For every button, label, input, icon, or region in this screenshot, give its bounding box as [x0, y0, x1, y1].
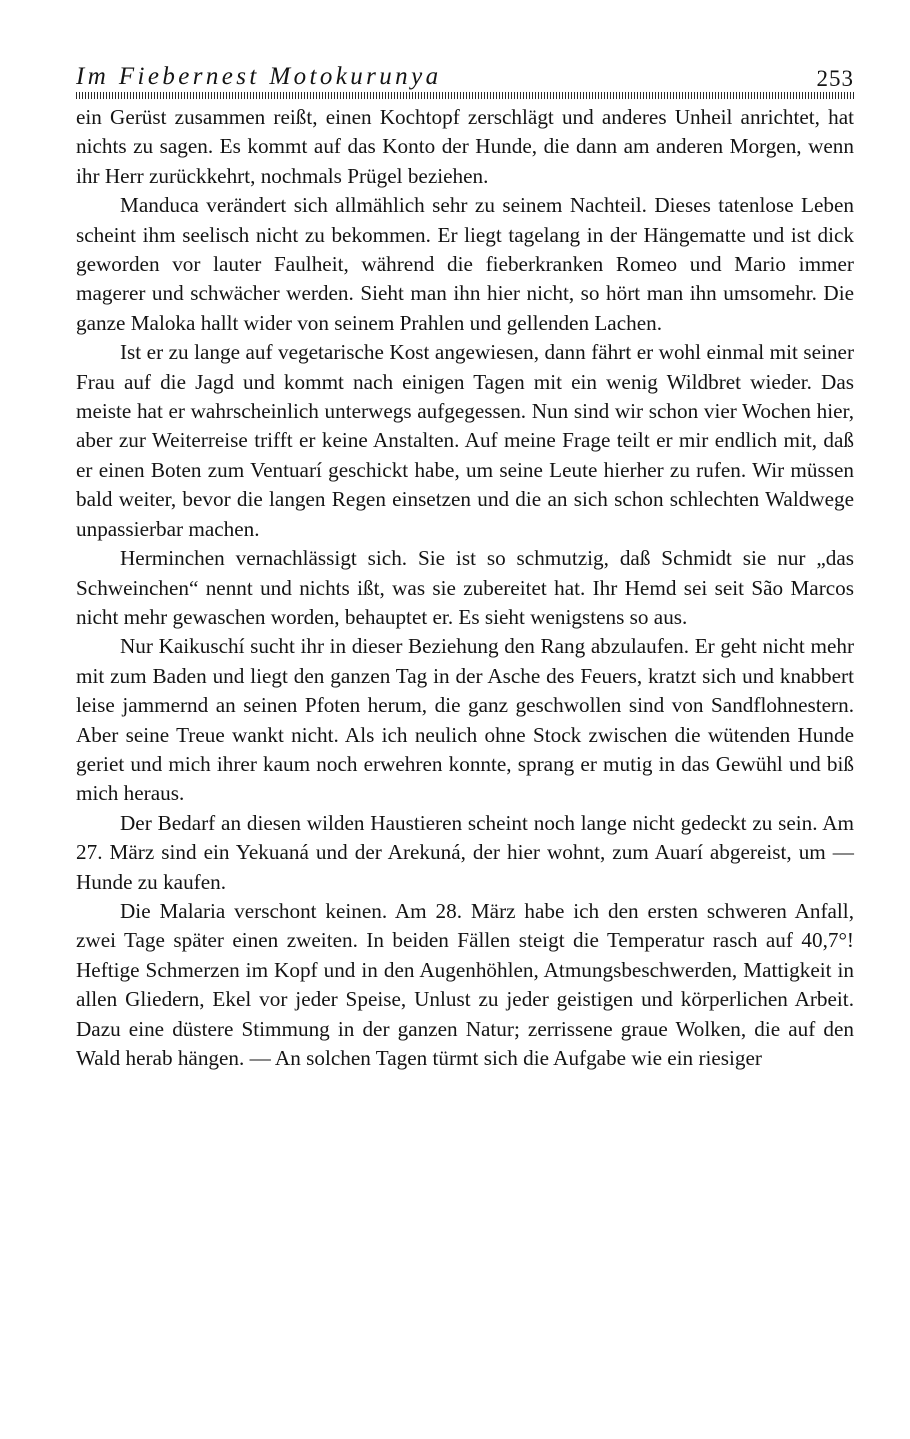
- page-number: 253: [816, 66, 854, 91]
- header-rule: [76, 92, 854, 99]
- paragraph-2: Manduca verändert sich allmählich sehr zu seinem Nachteil. Dieses tatenlose Leben scheint ihm seelisch nicht zu bekommen. Er liegt tagelang in der Hängematte und ist dick geworden vor lauter Faulheit, während die fieberkranken Romeo und Mario immer magerer und schwächer werden. Sieht man ihn hier nicht, so hört man ihn umsomehr. Die ganze Maloka hallt wider von seinem Prahlen und gellenden Lachen.: [76, 193, 854, 335]
- paragraph-6: Der Bedarf an diesen wilden Haustieren scheint noch lange nicht gedeckt zu sein. Am 27. März sind ein Yekuaná und der Arekuná, der hier wohnt, zum Auarí abgereist, um — Hunde zu kaufen.: [76, 810, 854, 894]
- paragraph-7: Die Malaria verschont keinen. Am 28. März habe ich den ersten schweren Anfall, zwei Tage später einen zweiten. In beiden Fällen steigt die Temperatur rasch auf 40,7°! Heftige Schmerzen im Kopf und in den Augenhöhlen, Atmungsbeschwerden, Mattigkeit in allen Gliedern, Ekel vor jeder Speise, Unlust zu jeder geistigen und körperlichen Arbeit. Dazu eine düstere Stimmung in der ganzen Natur; zerrissene graue Wolken, die auf den Wald herab hängen. — An solchen Tagen türmt sich die Aufgabe wie ein riesiger: [76, 898, 854, 1070]
- paragraph-4: Herminchen vernachlässigt sich. Sie ist so schmutzig, daß Schmidt sie nur „das Schweinchen“ nennt und nichts ißt, was sie zubereitet hat. Ihr Hemd sei seit São Marcos nicht mehr gewaschen worden, behauptet er. Es sieht wenigstens so aus.: [76, 546, 854, 629]
- paragraph-3: Ist er zu lange auf vegetarische Kost angewiesen, dann fährt er wohl einmal mit seiner Frau auf die Jagd und kommt nach einigen Tagen mit ein wenig Wildbret wieder. Das meiste hat er wahrscheinlich unterwegs aufgegessen. Nun sind wir schon vier Wochen hier, aber zur Weiterreise trifft er keine Anstalten. Auf meine Frage teilt er mir endlich mit, daß er einen Boten zum Ventuarí geschickt habe, um seine Leute hierher zu rufen. Wir müssen bald weiter, bevor die langen Regen einsetzen und die an sich schon schlechten Waldwege unpassierbar machen.: [76, 340, 854, 541]
- paragraph-1: ein Gerüst zusammen reißt, einen Kochtopf zerschlägt und anderes Unheil anrichtet, hat nichts zu sagen. Es kommt auf das Konto der Hunde, die dann am anderen Morgen, wenn ihr Herr zurückkehrt, nochmals Prügel beziehen.: [76, 105, 854, 188]
- running-title: Im Fiebernest Motokurunya: [76, 63, 442, 90]
- running-head: [76, 62, 854, 92]
- paragraph-5: Nur Kaikuschí sucht ihr in dieser Beziehung den Rang abzulaufen. Er geht nicht mehr mit zum Baden und liegt den ganzen Tag in der Asche des Feuers, kratzt sich und knabbert leise jammernd an seinen Pfoten herum, die ganz geschwollen sind von Sandflohnestern. Aber seine Treue wankt nicht. Als ich neulich ohne Stock zwischen die wütenden Hunde geriet und mich ihrer kaum noch erwehren konnte, sprang er mutig in das Gewühl und biß mich heraus.: [76, 634, 854, 806]
- body-text: [76, 103, 854, 1073]
